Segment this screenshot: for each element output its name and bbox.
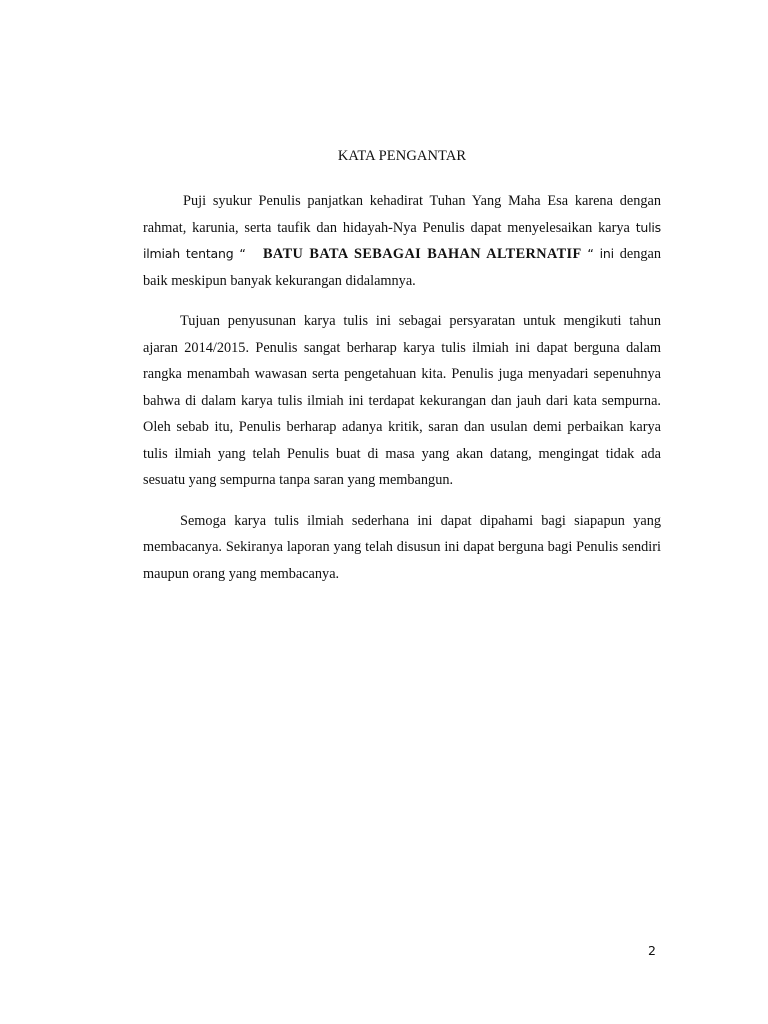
body-text — [143, 188, 661, 601]
page-number: 2 — [648, 943, 656, 958]
paragraph-purpose: Tujuan penyusunan karya tulis ini sebagai persyaratan untuk mengikuti tahun ajaran 2014/2015. Penulis sangat berharap karya tulis ilmiah ini dapat berguna dalam rangka menambah wawasan serta pengetahuan kita. Penulis juga menyadari sepenuhnya bahwa di dalam karya tulis ilmiah ini terdapat kekurangan dan jauh dari kata sempurna. Oleh sebab itu, Penulis berharap adanya kritik, saran dan usulan demi perbaikan karya tulis ilmiah yang telah Penulis buat di masa yang akan datang, mengingat tidak ada sesuatu yang sempurna tanpa saran yang membangun. — [143, 313, 661, 488]
paragraph-intro-end: dengan baik meskipun banyak kekurangan didalamnya. — [143, 246, 661, 289]
report-title-bold: BATU BATA SEBAGAI BAHAN ALTERNATIF — [262, 246, 582, 262]
page-title: KATA PENGANTAR — [337, 148, 467, 164]
paragraph-intro-text: Puji syukur Penulis panjatkan kehadirat Tuhan Yang Maha Esa karena dengan rahmat, karunia, serta taufik dan hidayah-Nya Penulis dapat menyelesaikan karya — [143, 193, 661, 236]
paragraph-intro-sans-trail: “ ini — [587, 246, 614, 261]
paragraph-closing: Semoga karya tulis ilmiah sederhana ini dapat dipahami bagi siapapun yang membacanya. Sekiranya laporan yang telah disusun ini dapat berguna bagi Penulis sendiri maupun orang yang membacanya. — [143, 512, 661, 582]
paragraph-intro — [143, 188, 661, 294]
paragraph-intro-sans-lead: tulis ilmiah tentang “ — [143, 219, 661, 261]
